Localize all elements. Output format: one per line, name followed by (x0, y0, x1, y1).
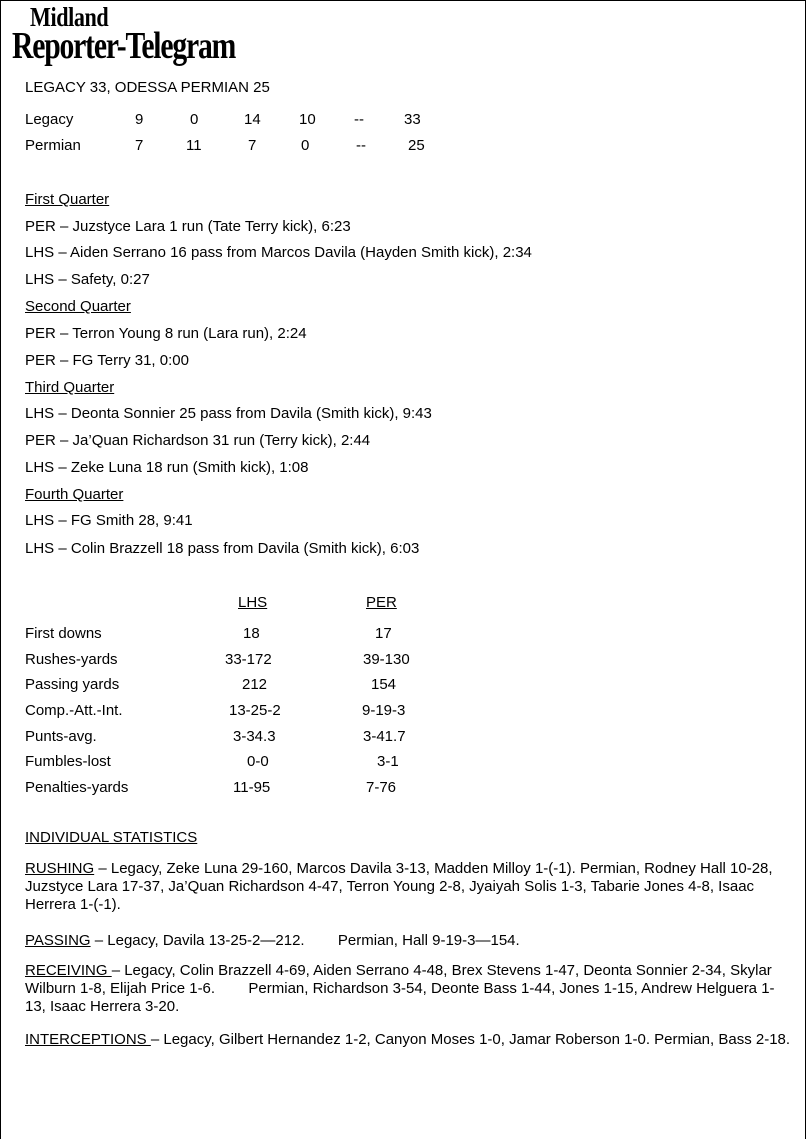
stats-per: 17 (375, 625, 392, 642)
stats-lhs: 13-25-2 (229, 702, 281, 719)
receiving-heading: RECEIVING (25, 962, 112, 979)
linescore-q3: 7 (248, 137, 257, 154)
stats-per: 9-19-3 (362, 702, 406, 719)
headline: LEGACY 33, ODESSA PERMIAN 25 (25, 79, 270, 96)
scoring-play: LHS – Zeke Luna 18 run (Smith kick), 1:08 (25, 459, 309, 476)
linescore-q4: 10 (299, 111, 316, 128)
rushing-heading: RUSHING (25, 860, 95, 877)
stats-label: Fumbles-lost (25, 753, 111, 770)
scoring-play: LHS – Colin Brazzell 18 pass from Davila (Smith kick), 6:03 (25, 540, 420, 557)
stats-lhs: 3-34.3 (233, 728, 276, 745)
scoring-play: PER – Ja’Quan Richardson 31 run (Terry kick), 2:44 (25, 432, 371, 449)
quarter-heading: Fourth Quarter (25, 486, 124, 503)
interceptions-text: – Legacy, Gilbert Hernandez 1-2, Canyon Moses 1-0, Jamar Roberson 1-0. Permian, Bass 2-18. (150, 1031, 791, 1048)
linescore-team: Permian (25, 137, 81, 154)
stats-per: 154 (371, 676, 397, 693)
scoring-play: LHS – Safety, 0:27 (25, 271, 150, 288)
linescore-sep: -- (356, 137, 366, 154)
stats-label: Passing yards (25, 676, 120, 693)
rushing-text: – Legacy, Zeke Luna 29-160, Marcos Davila 3-13, Madden Milloy 1-(-1). Permian, Rodney Hall 10-28, Juzstyce Lara 17-37, Ja’Quan Richardson 4-47, Terron Young 2-8, Jyaiyah Solis 1-3, Tabarie Jones 4-8, Isaac Herrera 1-(-1). (25, 860, 773, 913)
linescore-q1: 9 (135, 111, 144, 128)
stats-per: 3-41.7 (363, 728, 406, 745)
scoring-play: PER – FG Terry 31, 0:00 (25, 352, 189, 369)
scoring-play: LHS – Aiden Serrano 16 pass from Marcos Davila (Hayden Smith kick), 2:34 (25, 244, 532, 261)
passing-paragraph (25, 932, 795, 950)
receiving-paragraph (25, 962, 795, 1016)
stats-header-per: PER (366, 594, 397, 611)
stats-per: 7-76 (366, 779, 397, 796)
linescore-sep: -- (354, 111, 364, 128)
scoring-play: LHS – FG Smith 28, 9:41 (25, 512, 193, 529)
linescore-q4: 0 (301, 137, 310, 154)
stats-per: 39-130 (363, 651, 410, 668)
receiving-text: – Legacy, Colin Brazzell 4-69, Aiden Serrano 4-48, Brex Stevens 1-47, Deonta Sonnier 2-34, Skylar Wilburn 1-8, Elijah Price 1-6. Permian, Richardson 3-54, Deonte Bass 1-44, Jones 1-15, Andrew Helguera 1-13, Isaac Herrera 3-20. (25, 962, 776, 1015)
quarter-heading: Second Quarter (25, 298, 131, 315)
linescore-q2: 11 (186, 137, 202, 154)
stats-lhs: 18 (243, 625, 260, 642)
linescore-q3: 14 (244, 111, 261, 128)
linescore-total: 25 (408, 137, 425, 154)
stats-label: Punts-avg. (25, 728, 97, 745)
stats-lhs: 0-0 (247, 753, 269, 770)
masthead-line1: Midland (30, 2, 109, 32)
stats-lhs: 212 (242, 676, 268, 693)
passing-heading: PASSING (25, 932, 91, 949)
masthead-line2: Reporter-Telegram (12, 25, 236, 67)
scoring-play: LHS – Deonta Sonnier 25 pass from Davila (Smith kick), 9:43 (25, 405, 432, 422)
rushing-paragraph (25, 860, 795, 914)
passing-text: – Legacy, Davila 13-25-2—212. Permian, Hall 9-19-3—154. (90, 932, 520, 949)
stats-label: Penalties-yards (25, 779, 129, 796)
stats-lhs: 33-172 (225, 651, 272, 668)
interceptions-heading: INTERCEPTIONS (25, 1031, 151, 1048)
stats-label: First downs (25, 625, 102, 642)
individual-stats-title: INDIVIDUAL STATISTICS (25, 829, 198, 846)
linescore-team: Legacy (25, 111, 74, 128)
stats-lhs: 11-95 (233, 779, 271, 796)
interceptions-paragraph (25, 1031, 795, 1049)
stats-label: Comp.-Att.-Int. (25, 702, 123, 719)
stats-header-lhs: LHS (238, 594, 268, 611)
linescore-q1: 7 (135, 137, 144, 154)
stats-label: Rushes-yards (25, 651, 118, 668)
scoring-play: PER – Terron Young 8 run (Lara run), 2:24 (25, 325, 307, 342)
linescore-q2: 0 (190, 111, 199, 128)
linescore-total: 33 (404, 111, 421, 128)
quarter-heading: Third Quarter (25, 379, 115, 396)
quarter-heading: First Quarter (25, 191, 110, 208)
stats-per: 3-1 (377, 753, 399, 770)
scoring-play: PER – Juzstyce Lara 1 run (Tate Terry kick), 6:23 (25, 218, 351, 235)
